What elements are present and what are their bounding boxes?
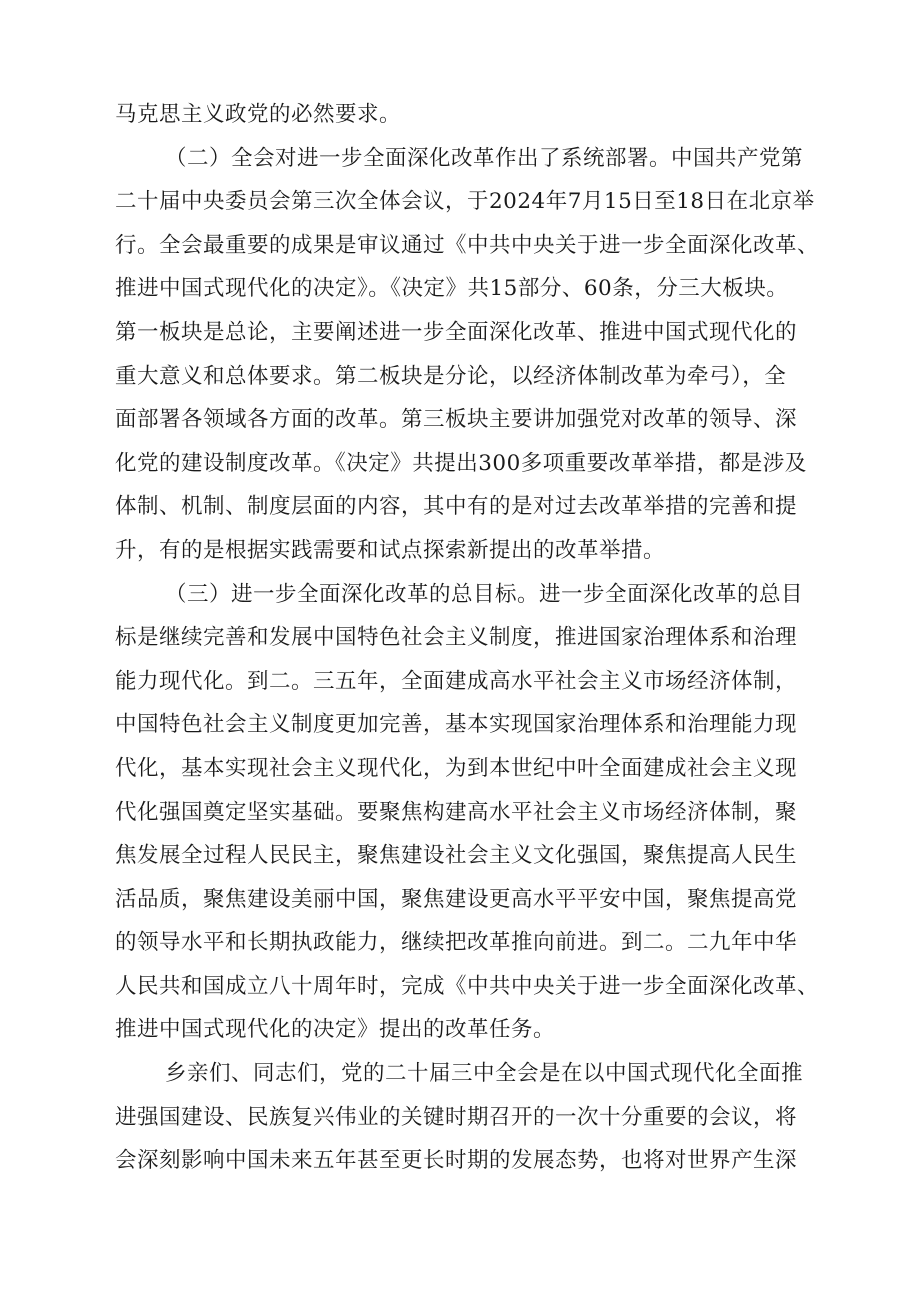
text-line: 第一板块是总论，主要阐述进一步全面深化改革、推进中国式现代化的 xyxy=(115,319,798,345)
text-line: 中国特色社会主义制度更加完善，基本实现国家治理体系和治理能力现 xyxy=(115,712,798,738)
text-line: 会深刻影响中国未来五年甚至更长时期的发展态势，也将对世界产生深 xyxy=(115,1148,798,1174)
text-line: 升，有的是根据实践需要和试点探索新提出的改革举措。 xyxy=(115,537,666,563)
text-line: 乡亲们、同志们，党的二十届三中全会是在以中国式现代化全面推 xyxy=(165,1061,804,1087)
text-line: 马克思主义政党的必然要求。 xyxy=(115,102,402,127)
text-line: 推进中国式现代化的决定》提出的改革任务。 xyxy=(115,1017,556,1043)
text-line: 体制、机制、制度层面的内容，其中有的是对过去改革举措的完善和提 xyxy=(115,494,798,520)
text-line: 焦发展全过程人民民主，聚焦建设社会主义文化强国，聚焦提高人民生 xyxy=(115,843,798,869)
text-line: 能力现代化。到二。三五年，全面建成高水平社会主义市场经济体制， xyxy=(115,668,798,694)
text-line: 进强国建设、民族复兴伟业的关键时期召开的一次十分重要的会议，将 xyxy=(115,1104,798,1130)
text-line: 二十届中央委员会第三次全体会议，于2024年7月15日至18日在北京举 xyxy=(115,189,815,215)
document-page xyxy=(115,93,830,1183)
text-line: 面部署各领域各方面的改革。第三板块主要讲加强党对改革的领导、深 xyxy=(115,407,798,433)
text-line: 代化强国奠定坚实基础。要聚焦构建高水平社会主义市场经济体制，聚 xyxy=(115,799,798,825)
text-line: （三）进一步全面深化改革的总目标。进一步全面深化改革的总目 xyxy=(165,581,804,607)
text-line: 行。全会最重要的成果是审议通过《中共中央关于进一步全面深化改革、 xyxy=(115,232,820,258)
text-line: （二）全会对进一步全面深化改革作出了系统部署。中国共产党第 xyxy=(165,145,804,171)
text-line: 活品质，聚焦建设美丽中国，聚焦建设更高水平平安中国，聚焦提高党 xyxy=(115,886,798,912)
text-line: 推进中国式现代化的决定》。《决定》共15部分、60条，分三大板块。 xyxy=(115,276,789,302)
text-line: 的领导水平和长期执政能力，继续把改革推向前进。到二。二九年中华 xyxy=(115,930,798,956)
text-line: 重大意义和总体要求。第二板块是分论，以经济体制改革为牵弓），全 xyxy=(115,363,787,389)
text-line: 人民共和国成立八十周年时，完成《中共中央关于进一步全面深化改革、 xyxy=(115,973,820,999)
text-line: 标是继续完善和发展中国特色社会主义制度，推进国家治理体系和治理 xyxy=(115,625,798,651)
text-line: 化党的建设制度改革。《决定》共提出300多项重要改革举措，都是涉及 xyxy=(115,450,807,476)
text-line: 代化，基本实现社会主义现代化，为到本世纪中叶全面建成社会主义现 xyxy=(115,755,798,781)
